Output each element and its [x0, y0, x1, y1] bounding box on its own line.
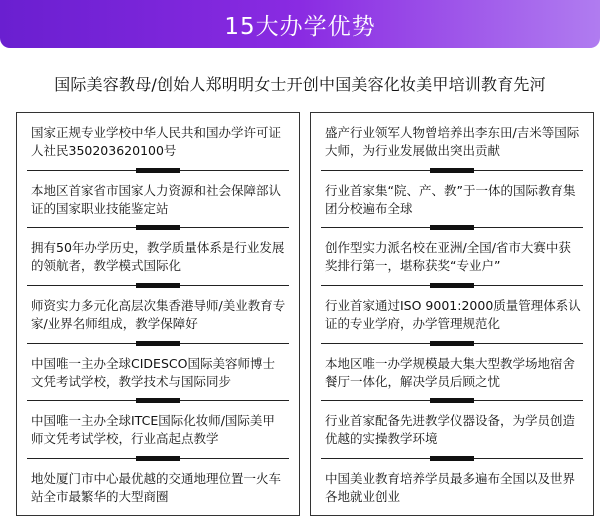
advantage-item	[27, 344, 289, 402]
advantage-text: 盛产行业领军人物曾培养出李东田/吉米等国际大师，为行业发展做出突出贡献	[325, 124, 580, 158]
advantage-text: 地处厦门市中心最优越的交通地理位置一火车站全市最繁华的大型商圈	[31, 470, 282, 504]
advantage-text: 拥有50年办学历史，教学质量体系是行业发展的领航者，教学模式国际化	[31, 240, 285, 274]
advantage-item	[27, 228, 289, 286]
advantage-text: 中国美业教育培养学员最多遍布全国以及世界各地就业创业	[325, 470, 576, 504]
advantage-text: 行业首家配备先进教学仪器设备，为学员创造优越的实操教学环境	[325, 413, 576, 447]
left-advantages-panel	[16, 112, 300, 516]
advantage-item	[321, 344, 583, 402]
advantage-item	[321, 286, 583, 344]
advantage-item	[321, 228, 583, 286]
advantage-text: 行业首家集“院、产、教”于一体的国际教育集团分校遍布全球	[325, 182, 576, 216]
advantage-text: 本地区唯一办学规模最大集大型教学场地宿舍餐厅一体化，解决学员后顾之忧	[325, 355, 576, 389]
advantage-text: 中国唯一主办全球CIDESCO国际美容师博士文凭考试学校，教学技术与国际同步	[31, 355, 275, 389]
advantage-text: 国家正规专业学校中华人民共和国办学许可证人社民350203620100号	[31, 124, 282, 158]
advantage-item	[27, 401, 289, 459]
advantage-text: 师资实力多元化高层次集香港导师/美业教育专家/业界名师组成，教学保障好	[31, 297, 286, 331]
page-title: 15大办学优势	[224, 13, 376, 40]
advantage-item	[321, 113, 583, 171]
advantage-item	[27, 459, 289, 517]
title-banner	[0, 0, 600, 48]
advantage-item	[321, 171, 583, 229]
advantage-text: 创作型实力派名校在亚洲/全国/省市大赛中获奖排行第一，堪称获奖“专业户”	[325, 240, 571, 274]
advantage-text: 行业首家通过ISO 9001:2000质量管理体系认证的专业学府，办学管理规范化	[325, 297, 581, 331]
advantage-item	[321, 401, 583, 459]
advantage-item	[27, 113, 289, 171]
advantage-item	[27, 171, 289, 229]
advantage-text: 本地区首家省市国家人力资源和社会保障部认证的国家职业技能鉴定站	[31, 182, 282, 216]
advantage-item	[27, 286, 289, 344]
page-subtitle: 国际美容教母/创始人郑明明女士开创中国美容化妆美甲培训教育先河	[54, 75, 546, 94]
advantage-text: 中国唯一主办全球ITCE国际化妆师/国际美甲师文凭考试学校，行业高起点教学	[31, 413, 275, 447]
right-advantages-panel	[310, 112, 594, 516]
advantage-item	[321, 459, 583, 517]
